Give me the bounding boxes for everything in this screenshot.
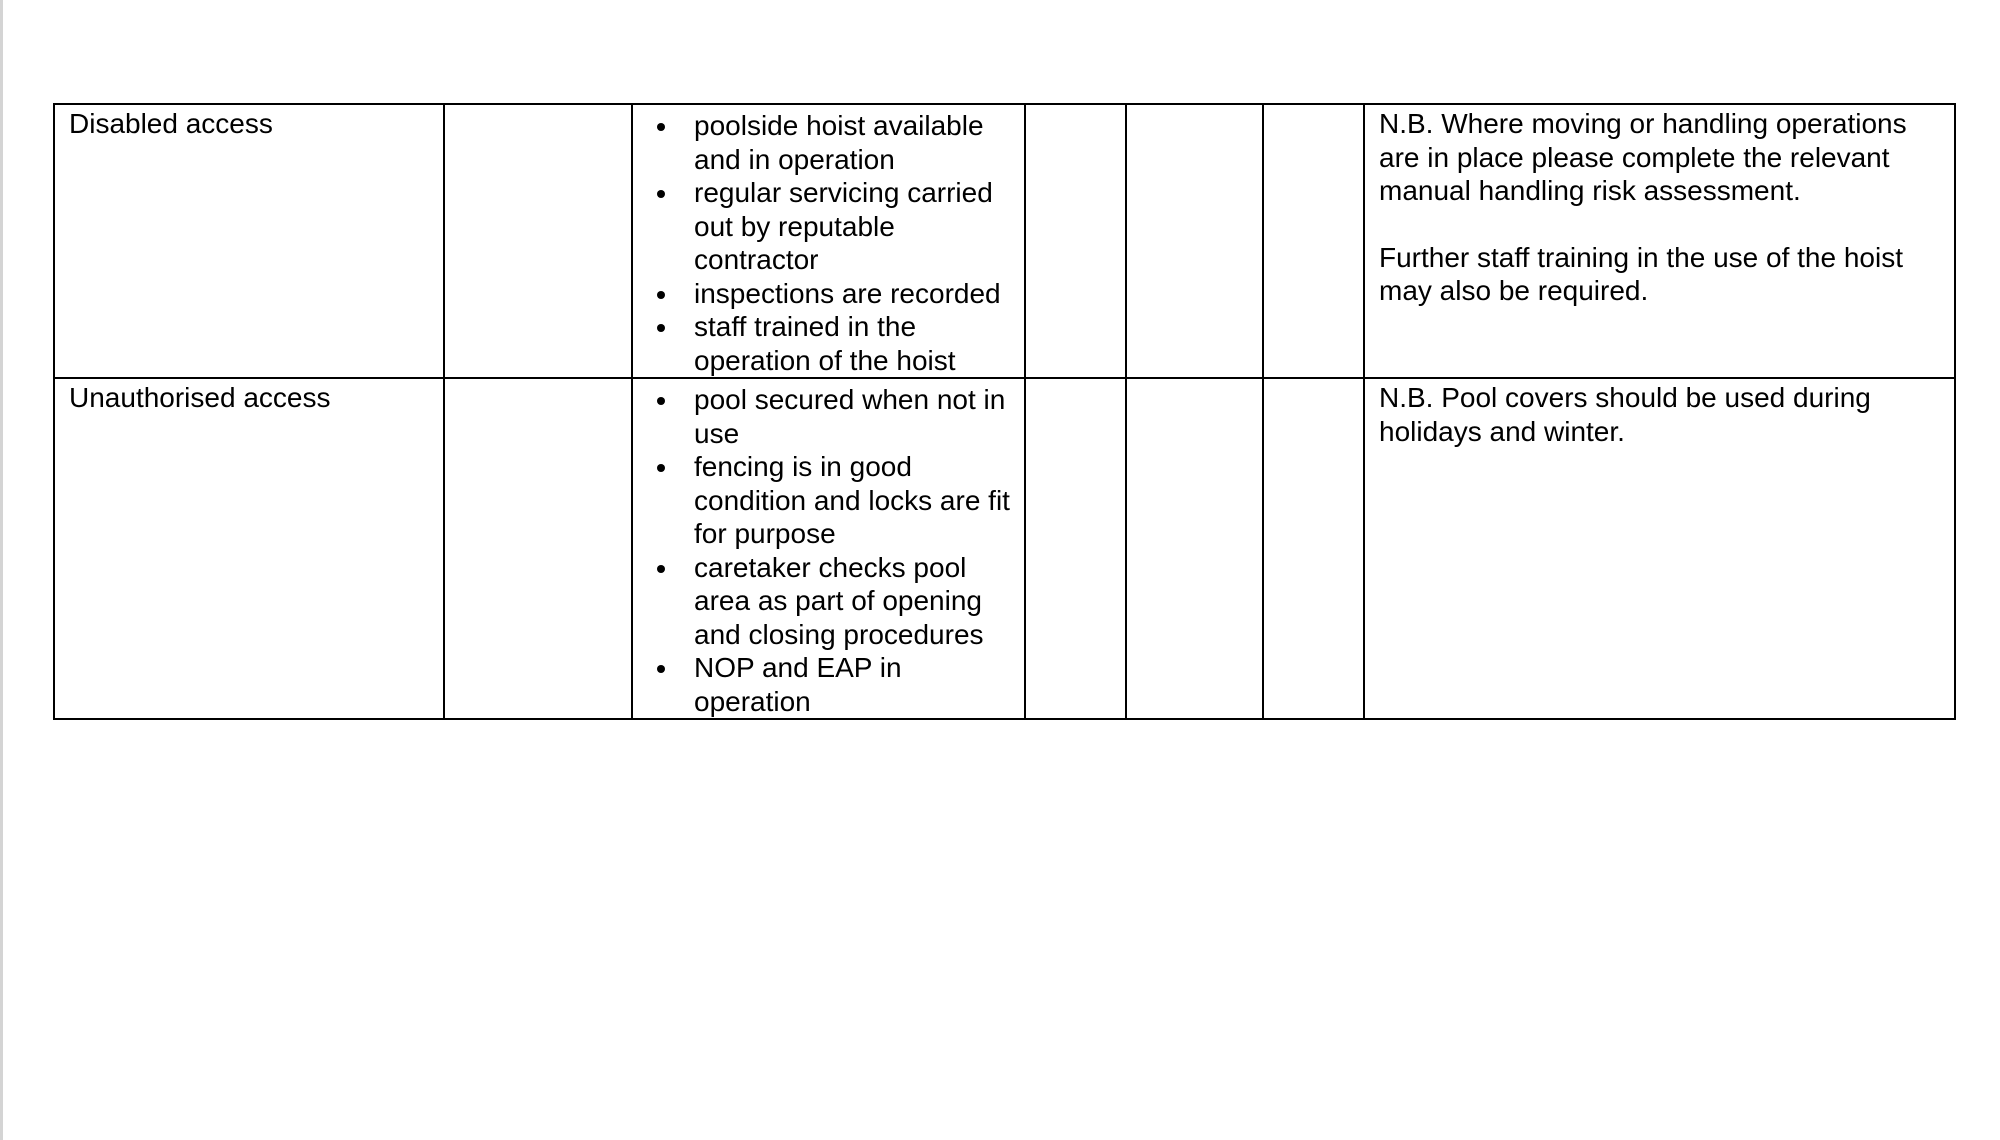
controls-cell	[632, 378, 1025, 719]
list-item: caretaker checks pool area as part of opening and closing procedures	[694, 551, 1010, 652]
empty-cell	[444, 104, 632, 378]
risk-assessment-table	[53, 103, 1956, 720]
hazard-cell	[54, 378, 444, 719]
list-item: NOP and EAP in operation	[694, 651, 1010, 718]
empty-cell	[1126, 378, 1263, 719]
table-row	[54, 378, 1955, 719]
hazard-text: Unauthorised access	[69, 382, 331, 413]
note-text: N.B. Where moving or handling operations are in place please complete the relevant manual handling risk assessment.	[1379, 108, 1907, 206]
empty-cell	[1263, 378, 1364, 719]
empty-cell	[1263, 104, 1364, 378]
controls-list	[647, 383, 1010, 718]
empty-cell	[1025, 378, 1126, 719]
note-text: N.B. Pool covers should be used during holidays and winter.	[1379, 382, 1871, 447]
controls-list	[647, 109, 1010, 377]
empty-cell	[1126, 104, 1263, 378]
notes-cell	[1364, 104, 1955, 378]
list-item: staff trained in the operation of the hoist	[694, 310, 1010, 377]
hazard-text: Disabled access	[69, 108, 273, 139]
controls-cell	[632, 104, 1025, 378]
note-text: Further staff training in the use of the hoist may also be required.	[1379, 241, 1904, 306]
list-item: regular servicing carried out by reputable contractor	[694, 176, 1010, 277]
list-item: poolside hoist available and in operation	[694, 109, 1010, 176]
hazard-cell	[54, 104, 444, 378]
list-item: pool secured when not in use	[694, 383, 1010, 450]
empty-cell	[1025, 104, 1126, 378]
empty-cell	[444, 378, 632, 719]
table-row	[54, 104, 1955, 378]
notes-cell	[1364, 378, 1955, 719]
list-item: inspections are recorded	[694, 277, 1010, 311]
list-item: fencing is in good condition and locks are fit for purpose	[694, 451, 1010, 549]
